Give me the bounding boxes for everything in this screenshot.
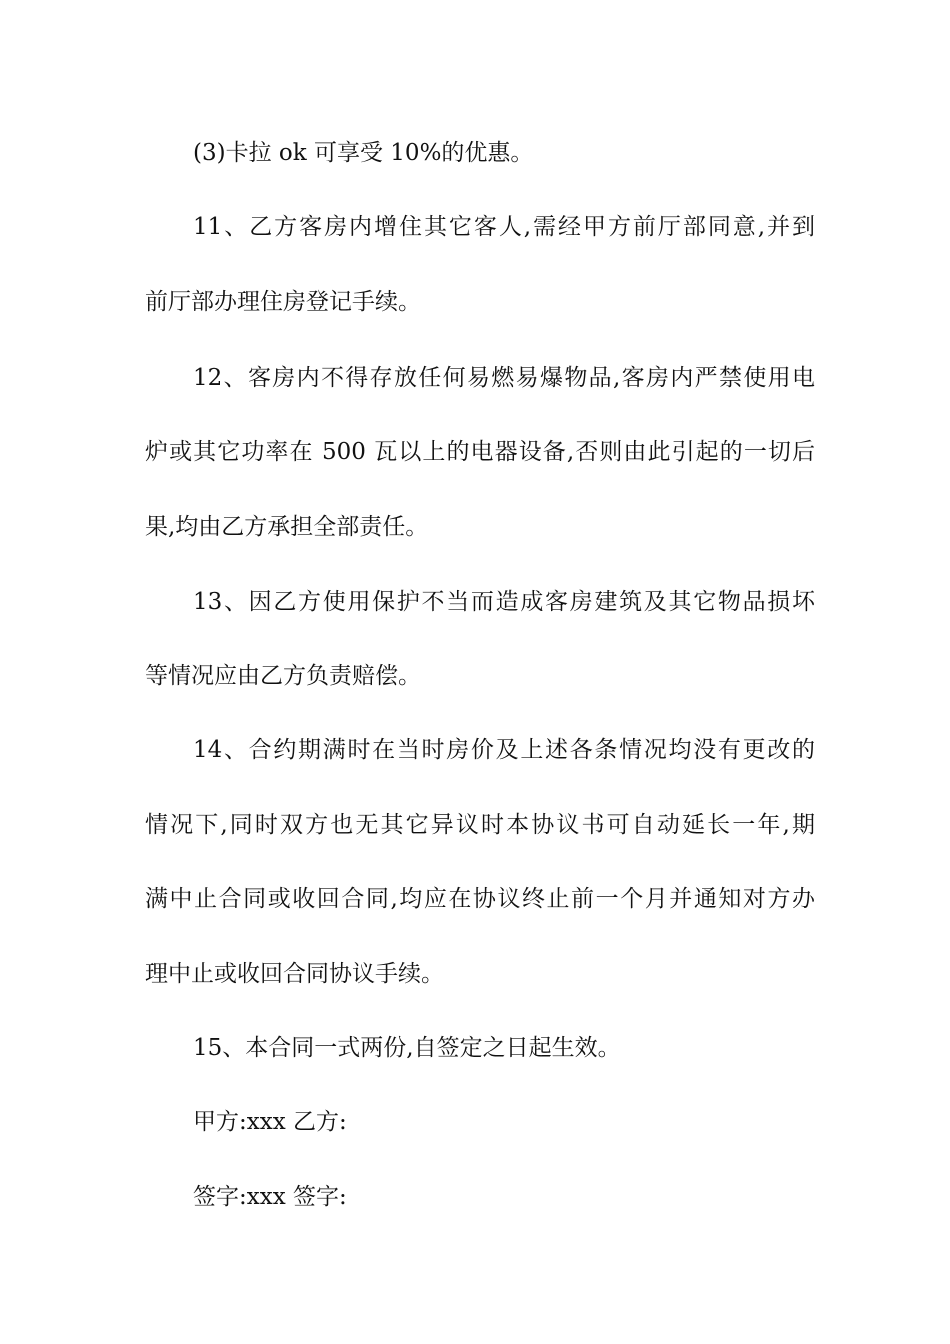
clause-11-line-1: 11、乙方客房内增住其它客人,需经甲方前厅部同意,并到 [193,214,815,240]
clause-15: 15、本合同一式两份,自签定之日起生效。 [193,1035,621,1061]
clause-12-line-3: 果,均由乙方承担全部责任。 [145,514,429,540]
clause-13-line-2: 等情况应由乙方负责赔偿。 [145,663,421,689]
party-line: 甲方:xxx 乙方: [193,1109,347,1135]
clause-14-line-3: 满中止合同或收回合同,均应在协议终止前一个月并通知对方办 [145,886,815,912]
clause-14-line-4: 理中止或收回合同协议手续。 [145,961,444,987]
clause-14-line-2: 情况下,同时双方也无其它异议时本协议书可自动延长一年,期 [145,812,815,838]
clause-11-line-2: 前厅部办理住房登记手续。 [145,289,421,315]
signature-line: 签字:xxx 签字: [193,1184,347,1210]
clause-13-line-1: 13、因乙方使用保护不当而造成客房建筑及其它物品损坏 [193,589,815,615]
clause-12-line-1: 12、客房内不得存放任何易燃易爆物品,客房内严禁使用电 [193,365,815,391]
clause-14-line-1: 14、合约期满时在当时房价及上述各条情况均没有更改的 [193,737,815,763]
clause-10-item-3: (3)卡拉 ok 可享受 10%的优惠。 [193,140,534,166]
clause-12-line-2: 炉或其它功率在 500 瓦以上的电器设备,否则由此引起的一切后 [145,439,815,465]
